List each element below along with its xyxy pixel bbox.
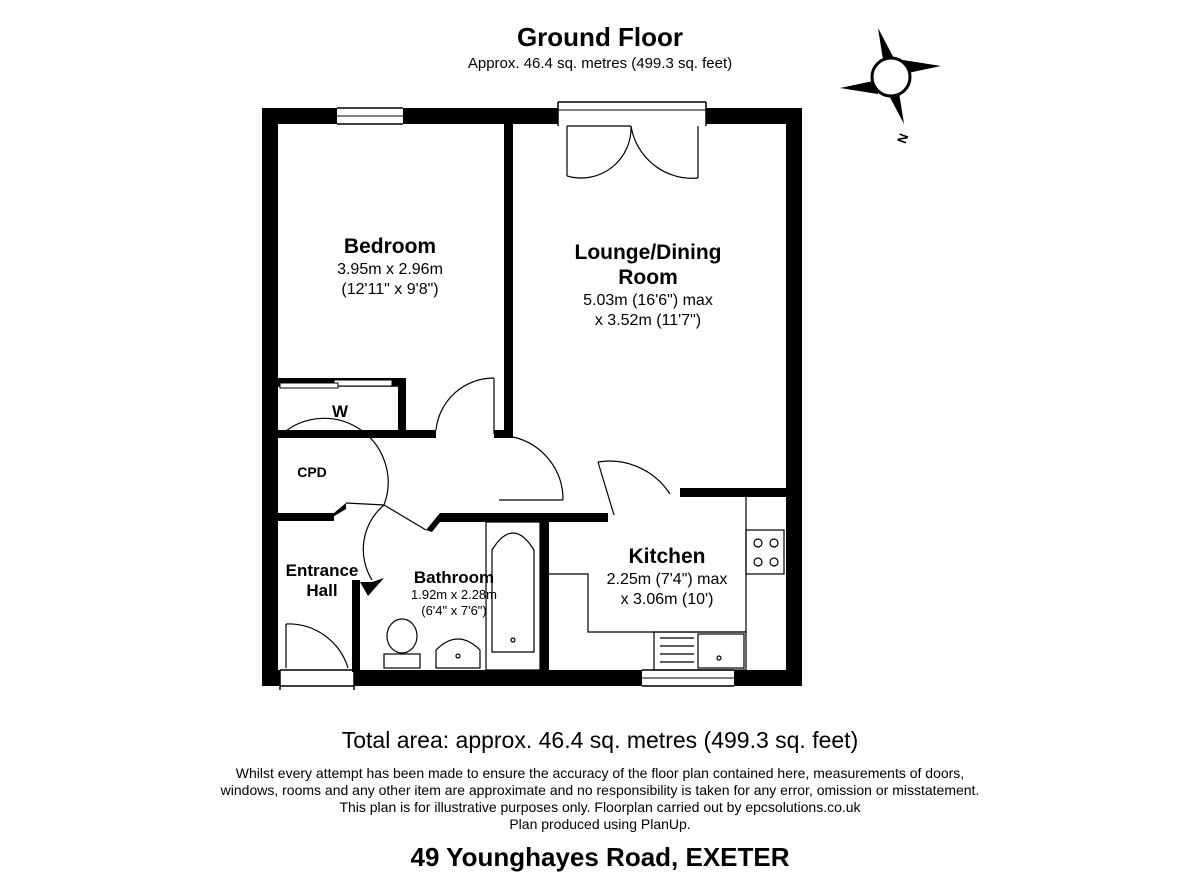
- kitchen-label: Kitchen: [628, 545, 706, 568]
- cupboard-label: CPD: [297, 464, 327, 480]
- lounge-dimensions: 5.03m (16'6") max: [583, 292, 713, 309]
- bathroom-dimensions-imperial: (6'4" x 7'6"): [421, 603, 487, 618]
- bedroom-dimensions-imperial: (12'11" x 9'8"): [341, 281, 439, 298]
- plan-subtitle: Approx. 46.4 sq. metres (499.3 sq. feet): [467, 55, 733, 72]
- lounge-label: Lounge/Dining: [574, 241, 722, 264]
- property-address: 49 Younghayes Road, EXETER: [410, 842, 790, 872]
- bathroom-label: Bathroom: [413, 568, 495, 587]
- disclaimer: [210, 765, 990, 833]
- plan-title: Ground Floor: [516, 22, 684, 52]
- kitchen-dimensions: 2.25m (7'4") max: [606, 571, 728, 588]
- bedroom-dimensions: 3.95m x 2.96m: [337, 261, 443, 278]
- kitchen-dimensions-line2: x 3.06m (10'): [620, 591, 714, 608]
- disclaimer-text: Whilst every attempt has been made to ensure the accuracy of the floor plan contained here, measurements of doors, windows, rooms and any other item are approximate and no responsibility is taken for any error, omission or misstatement. This plan is for illustrative purposes only. Floorplan carried out by epcsolutions.co.uk: [220, 765, 980, 815]
- entrance-hall-label: Entrance: [285, 561, 359, 580]
- entrance-hall-label-line2: Hall: [306, 581, 338, 600]
- lounge-label-line2: Room: [618, 266, 678, 289]
- bedroom-label: Bedroom: [343, 235, 437, 258]
- produced-by: Plan produced using PlanUp.: [509, 816, 691, 832]
- compass-north-label: N: [894, 131, 912, 146]
- outer-walls: [262, 108, 802, 686]
- total-area: Total area: approx. 46.4 sq. metres (499.3 sq. feet): [341, 727, 859, 753]
- wardrobe-label: W: [331, 402, 349, 421]
- lounge-dimensions-line2: x 3.52m (11'7"): [594, 312, 702, 329]
- bathroom-dimensions: 1.92m x 2.28m: [411, 587, 497, 602]
- compass-icon: [840, 28, 941, 145]
